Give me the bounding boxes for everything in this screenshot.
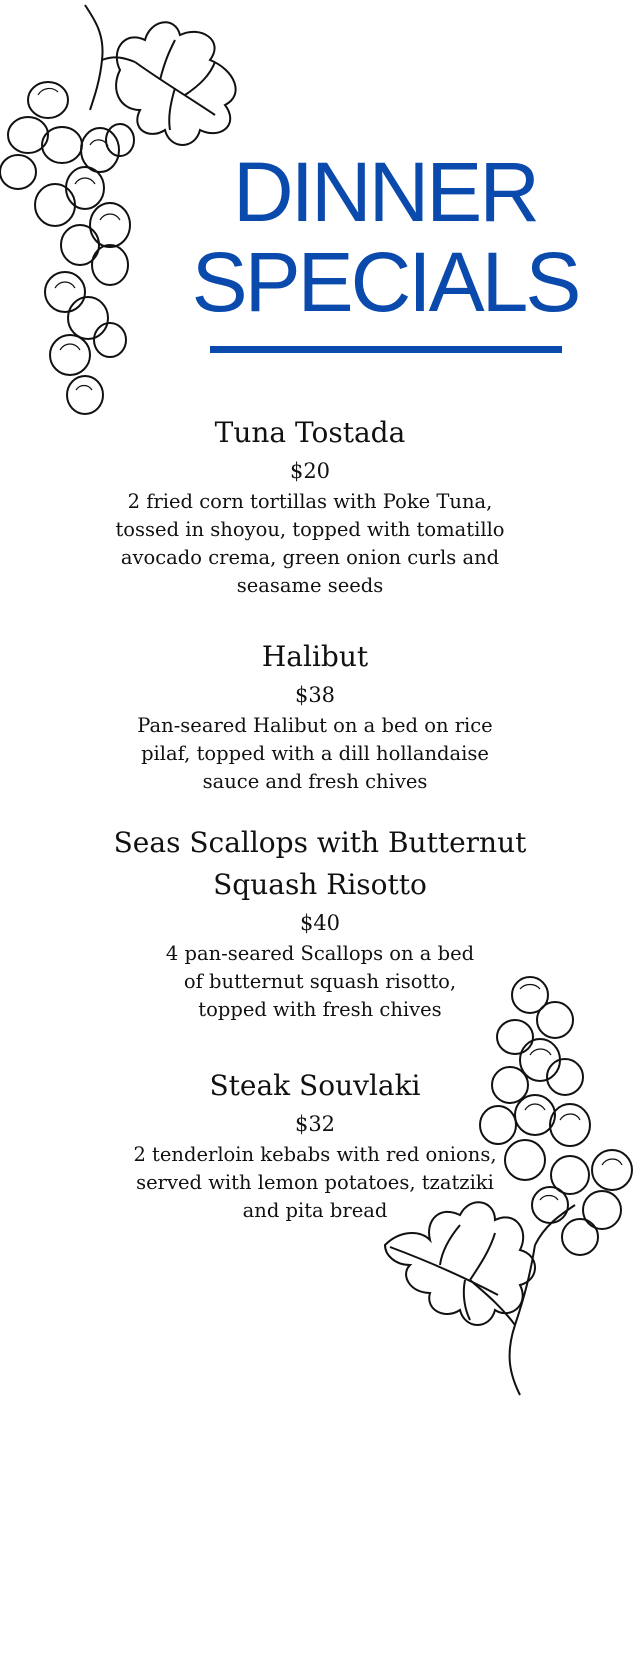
menu-item-price: $40 xyxy=(299,911,341,935)
menu-item-description: 4 pan-seared Scallops on a bed of butternut squash risotto, topped with fresh chives xyxy=(165,942,475,1021)
menu-item xyxy=(130,1065,500,1225)
menu-item xyxy=(110,636,520,796)
menu-item-name: Halibut xyxy=(261,640,369,673)
page-title-line-2: SPECIALS xyxy=(191,235,579,329)
menu-item xyxy=(60,822,580,1024)
menu-item-price: $32 xyxy=(294,1112,336,1136)
menu-item-description: 2 fried corn tortillas with Poke Tuna, tossed in shoyou, topped with tomatillo avocado crema, green onion curls and seasame seeds xyxy=(115,490,505,597)
page-title-line-1: DINNER xyxy=(232,145,537,239)
menu-item-price: $20 xyxy=(289,459,331,483)
title-underline xyxy=(210,346,562,353)
menu-item-name: Seas Scallops with Butternut Squash Risotto xyxy=(113,826,527,901)
menu-item-name: Tuna Tostada xyxy=(214,416,406,449)
menu-item-description: Pan-seared Halibut on a bed on rice pilaf, topped with a dill hollandaise sauce and fresh chives xyxy=(137,714,493,793)
menu-item-description: 2 tenderloin kebabs with red onions, served with lemon potatoes, tzatziki and pita bread xyxy=(133,1143,497,1222)
menu-item-price: $38 xyxy=(294,683,336,707)
menu-item-name: Steak Souvlaki xyxy=(209,1069,421,1102)
menu-item xyxy=(110,412,510,600)
